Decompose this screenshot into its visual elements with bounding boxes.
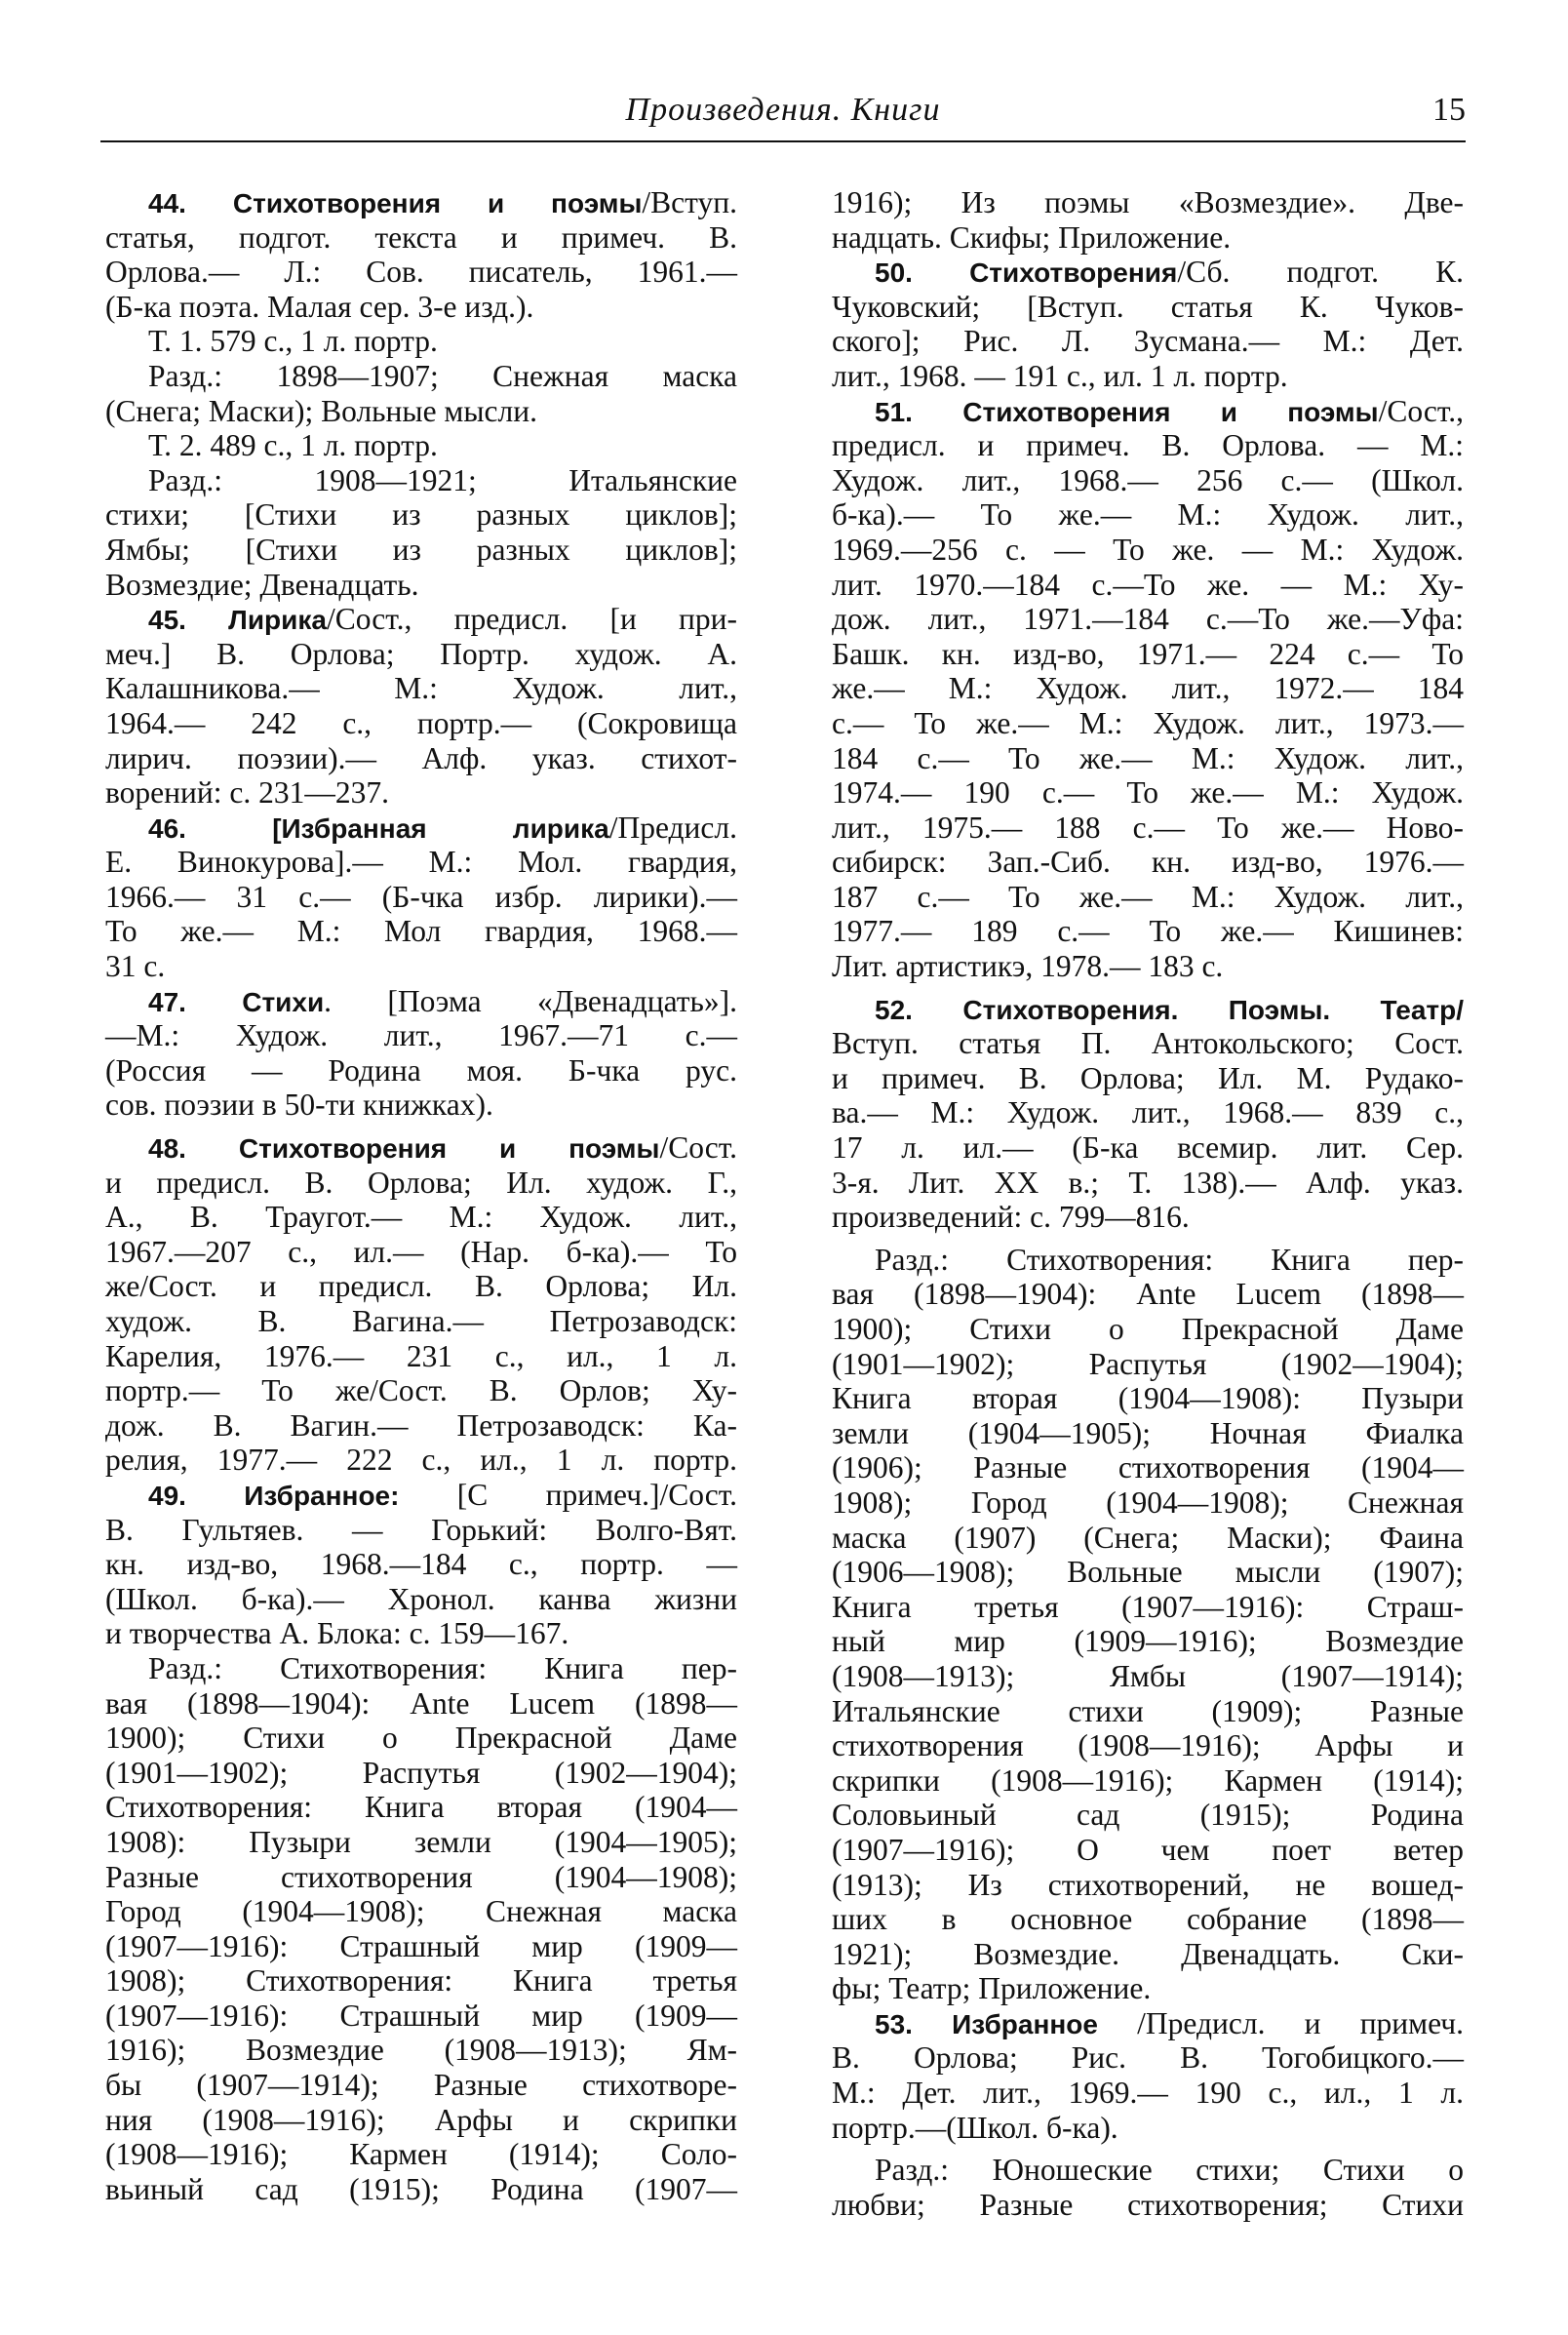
text-line [105,497,737,533]
line-text: (Школ. б-ка).— Хронол. канва жизни [105,1581,737,1616]
text-line [105,2103,737,2138]
line-text: (1901—1902); Распутья (1902—1904); [832,1346,1464,1381]
text-line [105,1616,737,1651]
text-line [105,845,737,880]
line-text: 31 с. [105,949,166,984]
line-text: Е. Винокурова].— М.: Мол. гвардия, [105,845,737,880]
text-line [832,1902,1464,1937]
entry-heading-line [832,2006,1464,2041]
text-line [105,290,737,325]
line-text: В. Гультяев. — Горький: Волго-Вят. [105,1512,737,1547]
line-text: (1907—1916); О чем поет ветер [832,1832,1464,1867]
text-line [105,880,737,915]
text-line [105,1651,737,1686]
entry-title: Стихотворения и поэмы [962,396,1379,427]
text-line [832,220,1464,256]
text-line [105,1373,737,1408]
line-text: Стихотворения: Книга вторая (1904— [105,1790,737,1825]
line-text: Башк. кн. изд-во, 1971.— 224 с.— То [832,636,1464,671]
line-text: Разд.: Стихотворения: Книга пер- [148,1650,737,1685]
text-line [832,880,1464,915]
text-line [105,1963,737,1999]
text-line [105,1513,737,1548]
text-line [832,1347,1464,1382]
text-line [105,1304,737,1339]
text-line [832,1659,1464,1694]
line-text: Т. 2. 489 с., 1 л. портр. [148,428,438,463]
entry-heading-line [105,811,737,846]
line-text: Соловьиный сад (1915); Родина [832,1798,1464,1833]
text-line [105,1408,737,1444]
text-line [105,1894,737,1929]
line-text: лирич. поэзии).— Алф. указ. стихот- [105,740,737,775]
text-line [105,1582,737,1617]
line-text: В. Орлова; Рис. В. Тогобицкого.— [832,2040,1464,2076]
line-text: лит. 1970.—184 с.—То же. — М.: Ху- [832,567,1464,602]
text-line [832,811,1464,846]
entry-number: 44. [148,188,186,218]
text-line [832,2111,1464,2146]
entry-heading-line [832,992,1464,1027]
text-line [105,220,737,256]
text-line [832,2040,1464,2076]
text-line [832,1521,1464,1556]
line-text: 1969.—256 с. — То же. — М.: Худож. [832,532,1464,567]
text-line [105,741,737,776]
line-text: ворений: с. 231—237. [105,775,389,811]
line-text: же.— М.: Худож. лит., 1972.— 184 [832,671,1464,706]
text-line [832,671,1464,706]
line-text: меч.] В. Орлова; Портр. худож. А. [105,636,737,671]
line-text: сов. поэзии в 50-ти книжках). [105,1088,493,1123]
line-text: /Вступ. [642,185,737,219]
line-text: 1974.— 190 с.— То же.— М.: Худож. [832,775,1464,811]
line-text: Возмездие; Двенадцать. [105,567,419,602]
text-line [105,671,737,706]
text-line [105,637,737,672]
text-line [832,1061,1464,1096]
line-text: 1900); Стихи о Прекрасной Даме [832,1312,1464,1346]
line-text: (1906—1908); Вольные мысли (1907); [832,1555,1464,1590]
text-line [105,2033,737,2068]
text-line [832,1312,1464,1347]
line-text: 3-я. Лит. XX в.; Т. 138).— Алф. указ. [832,1165,1464,1200]
text-line [832,1026,1464,1061]
line-text: /Сост., предисл. [и при- [326,602,737,637]
line-text: дож. В. Вагин.— Петрозаводск: Ка- [105,1407,737,1443]
line-text: Лит. артистикэ, 1978.— 183 с. [832,949,1224,984]
entry-number: 45. [148,605,186,636]
text-line [832,1277,1464,1312]
text-line [832,463,1464,498]
line-text: Разд.: 1908—1921; Итальянские [148,462,737,497]
line-text: /Предисл. и примеч. [1097,2005,1465,2040]
text-line [105,1088,737,1123]
entry-title: Избранное [952,2008,1098,2039]
line-text: /Сб. подгот. К. [1177,255,1464,290]
line-text: 1900); Стихи о Прекрасной Даме [105,1721,737,1756]
line-text: 184 с.— То же.— М.: Худож. лит., [832,740,1464,775]
text-line [832,497,1464,533]
line-text: и предисл. В. Орлова; Ил. худож. Г., [105,1165,737,1200]
text-line [832,602,1464,637]
line-text: с.— То же.— М.: Худож. лит., 1973.— [832,705,1464,740]
line-text: лит., 1975.— 188 с.— То же.— Ново- [832,810,1464,845]
text-line [832,2076,1464,2111]
line-text: Разные стихотворения (1904—1908); [105,1859,737,1894]
line-text: вая (1898—1904): Ante Lucem (1898— [105,1685,737,1721]
text-line [105,2137,737,2172]
text-line [832,1166,1464,1201]
text-line [832,185,1464,220]
text-line [832,949,1464,984]
line-text: Итальянские стихи (1909); Разные [832,1693,1464,1728]
entry-title: Стихотворения [969,257,1178,289]
line-text: портр.— То же/Сост. В. Орлов; Ху- [105,1373,737,1408]
text-line [105,1686,737,1722]
entry-heading-line [105,1130,737,1166]
text-line [832,1130,1464,1166]
text-line [105,1547,737,1582]
line-text: стихотворения (1908—1916); Арфы и [832,1728,1464,1763]
entry-number: 47. [148,986,186,1017]
text-line [105,255,737,290]
line-text: Разд.: Стихотворения: Книга пер- [875,1242,1464,1277]
text-line [105,1860,737,1895]
text-line [832,1095,1464,1130]
entry-title: Стихотворения. Поэмы. Театр/ [962,994,1465,1025]
text-line [832,1937,1464,1972]
text-line [105,533,737,568]
line-text: надцать. Скифы; Приложение. [832,219,1232,255]
text-line [832,1868,1464,1903]
line-text: маска (1907) (Снега; Маски); Фаина [832,1520,1464,1555]
text-line [832,637,1464,672]
text-line [105,1929,737,1964]
line-text: 1908); Город (1904—1908); Снежная [832,1484,1464,1520]
text-line [832,1728,1464,1763]
running-title: Произведения. Книги [625,92,941,128]
text-line [105,1339,737,1374]
line-text: . [Поэма «Двенадцать»]. [324,983,737,1018]
entry-number: 48. [148,1133,186,1165]
text-line [105,775,737,811]
entry-number: 50. [875,257,913,289]
line-text: ва.— М.: Худож. лит., 1968.— 839 с., [832,1095,1464,1130]
entry-title: Стихотворения и поэмы [232,188,643,218]
text-line [105,1166,737,1201]
line-text: земли (1904—1905); Ночная Фиалка [832,1415,1464,1450]
text-line [832,428,1464,463]
text-line [105,2172,737,2207]
line-text: Карелия, 1976.— 231 с., ил., 1 л. [105,1338,737,1373]
line-text: (1908—1913); Ямбы (1907—1914); [832,1658,1464,1693]
text-line [105,1235,737,1270]
line-text: (1901—1902); Распутья (1902—1904); [105,1755,737,1790]
line-text: 1977.— 189 с.— То же.— Кишинев: [832,914,1464,949]
line-text: 187 с.— То же.— М.: Худож. лит., [832,879,1464,914]
text-line [105,428,737,463]
entry-title: Избранное: [244,1480,400,1511]
text-line [105,1721,737,1756]
line-text: и примеч. В. Орлова; Ил. М. Рудако- [832,1060,1464,1095]
line-text: Разд.: Юношеские стихи; Стихи о [875,2153,1464,2188]
line-text: портр.—(Школ. б-ка). [832,2110,1118,2145]
text-line [105,914,737,949]
line-text: статья, подгот. текста и примеч. В. [105,219,737,255]
text-line [832,706,1464,741]
line-text: Чуковский; [Вступ. статья К. Чуков- [832,289,1464,324]
entry-title: [Избранная лирика [272,812,609,844]
line-text: Орлова.— Л.: Сов. писатель, 1961.— [105,255,737,290]
text-line [105,359,737,394]
text-line [832,1798,1464,1833]
text-line [832,1450,1464,1485]
right-column [832,185,1464,2222]
entry-heading-line [105,984,737,1019]
line-text: 1921); Возмездие. Двенадцать. Ски- [832,1936,1464,1971]
text-line [832,1624,1464,1659]
text-line [105,463,737,498]
entry-number: 46. [148,812,186,844]
line-text: произведений: с. 799—816. [832,1200,1190,1235]
line-text: же/Сост. и предисл. В. Орлова; Ил. [105,1269,737,1304]
text-line [105,2068,737,2103]
line-text: вая (1898—1904): Ante Lucem (1898— [832,1277,1464,1312]
entry-title: Стихи [242,986,325,1017]
line-text: (1908—1916); Кармен (1914); Соло- [105,2137,737,2172]
line-text: и творчества А. Блока: с. 159—167. [105,1616,569,1651]
entry-number: 52. [875,994,913,1025]
line-text: кн. изд-во, 1968.—184 с., портр. — [105,1547,737,1582]
text-line [105,1200,737,1235]
text-line [832,845,1464,880]
entry-title: Лирика [228,605,327,636]
line-text: А., В. Траугот.— М.: Худож. лит., [105,1200,737,1235]
line-text: 1916); Возмездие (1908—1913); Ям- [105,2033,737,2068]
line-text: Вступ. статья П. Антокольского; Сост. [832,1026,1464,1061]
text-line [105,324,737,359]
line-text: лит., 1968. — 191 с., ил. 1 л. портр. [832,358,1288,393]
text-line [832,1763,1464,1799]
text-line [832,741,1464,776]
line-text: Книга третья (1907—1916): Страш- [832,1589,1464,1624]
line-text: б-ка).— То же.— М.: Худож. лит., [832,497,1464,533]
text-line [105,1999,737,2034]
text-line [832,533,1464,568]
text-line [832,1694,1464,1729]
text-line [105,568,737,603]
text-line [105,1756,737,1791]
entry-number: 51. [875,396,913,427]
line-text: (Б-ка поэта. Малая сер. 3-е изд.). [105,289,534,324]
text-line [832,568,1464,603]
entry-heading-line [105,1478,737,1513]
line-text: ния (1908—1916); Арфы и скрипки [105,2102,737,2137]
line-text: То же.— М.: Мол гвардия, 1968.— [105,914,737,949]
line-text: /Предисл. [608,810,737,845]
line-text: /Сост. [659,1130,737,1166]
line-text: (1907—1916): Страшный мир (1909— [105,1998,737,2033]
line-text: Город (1904—1908); Снежная маска [105,1894,737,1929]
text-line [105,706,737,741]
line-text: бы (1907—1914); Разные стихотворе- [105,2068,737,2103]
line-text: ского]; Рис. Л. Зусмана.— М.: Дет. [832,324,1464,359]
text-line [832,1416,1464,1451]
text-line [105,1825,737,1860]
text-line [832,1590,1464,1625]
line-text: Разд.: 1898—1907; Снежная маска [148,358,737,393]
page-number: 15 [1432,92,1466,128]
page-header [100,86,1466,142]
line-text: Калашникова.— М.: Худож. лит., [105,671,737,706]
text-line [832,324,1464,359]
text-line [105,1269,737,1304]
line-text: Т. 1. 579 с., 1 л. портр. [148,324,438,359]
line-text: Книга вторая (1904—1908): Пузыри [832,1381,1464,1416]
entry-heading-line [105,185,737,220]
line-text: /Сост., [1378,393,1464,428]
line-text: 1966.— 31 с.— (Б-чка избр. лирики).— [105,879,737,914]
line-text: [С примеч.]/Сост. [399,1477,737,1512]
text-line [105,1053,737,1088]
text-line [832,1200,1464,1235]
text-line [105,1018,737,1053]
line-text: любви; Разные стихотворения; Стихи [832,2187,1464,2222]
text-line [105,394,737,429]
line-text: релия, 1977.— 222 с., ил., 1 л. портр. [105,1443,737,1478]
entry-number: 53. [875,2008,913,2039]
text-line [832,775,1464,811]
line-text: вьиный сад (1915); Родина (1907— [105,2171,737,2206]
line-text: М.: Дет. лит., 1969.— 190 с., ил., 1 л. [832,2076,1464,2111]
line-text: фы; Театр; Приложение. [832,1971,1152,2006]
text-line [832,1971,1464,2006]
text-line [832,1381,1464,1416]
text-line [832,1555,1464,1590]
text-line [832,1833,1464,1868]
line-text: скрипки (1908—1916); Кармен (1914); [832,1762,1464,1798]
line-text: —М.: Худож. лит., 1967.—71 с.— [105,1018,737,1053]
text-line [832,2153,1464,2188]
text-line [105,1790,737,1825]
line-text: ших в основное собрание (1898— [832,1902,1464,1937]
line-text: (Снега; Маски); Вольные мысли. [105,393,537,428]
line-text: (1913); Из стихотворений, не вошед- [832,1867,1464,1902]
left-column [105,185,737,2206]
line-text: худож. В. Вагина.— Петрозаводск: [105,1304,737,1338]
line-text: дож. лит., 1971.—184 с.—То же.—Уфа: [832,602,1464,637]
line-text: 1916); Из поэмы «Возмездие». Две- [832,185,1464,219]
line-text: Ямбы; [Стихи из разных циклов]; [105,532,737,567]
line-text: стихи; [Стихи из разных циклов]; [105,497,737,533]
text-line [832,1243,1464,1278]
text-line [832,914,1464,949]
text-line [832,2188,1464,2223]
line-text: (Россия — Родина моя. Б-чка рус. [105,1052,737,1088]
entry-number: 49. [148,1480,186,1511]
entry-title: Стихотворения и поэмы [238,1133,660,1165]
text-line [832,290,1464,325]
text-line [832,359,1464,394]
text-line [105,1443,737,1478]
entry-heading-line [832,255,1464,290]
text-line [105,949,737,984]
line-text: 1967.—207 с., ил.— (Нар. б-ка).— То [105,1234,737,1269]
line-text: ный мир (1909—1916); Возмездие [832,1624,1464,1659]
line-text: 17 л. ил.— (Б-ка всемир. лит. Сер. [832,1130,1464,1166]
line-text: (1907—1916): Страшный мир (1909— [105,1928,737,1963]
entry-heading-line [105,602,737,637]
line-text: 1908); Стихотворения: Книга третья [105,1963,737,1999]
line-text: предисл. и примеч. В. Орлова. — М.: [832,428,1464,463]
line-text: 1908): Пузыри земли (1904—1905); [105,1824,737,1859]
line-text: 1964.— 242 с., портр.— (Сокровища [105,705,737,740]
line-text: сибирск: Зап.-Сиб. кн. изд-во, 1976.— [832,845,1464,880]
text-line [832,1485,1464,1521]
entry-heading-line [832,394,1464,429]
line-text: Худож. лит., 1968.— 256 с.— (Школ. [832,462,1464,497]
line-text: (1906); Разные стихотворения (1904— [832,1450,1464,1485]
